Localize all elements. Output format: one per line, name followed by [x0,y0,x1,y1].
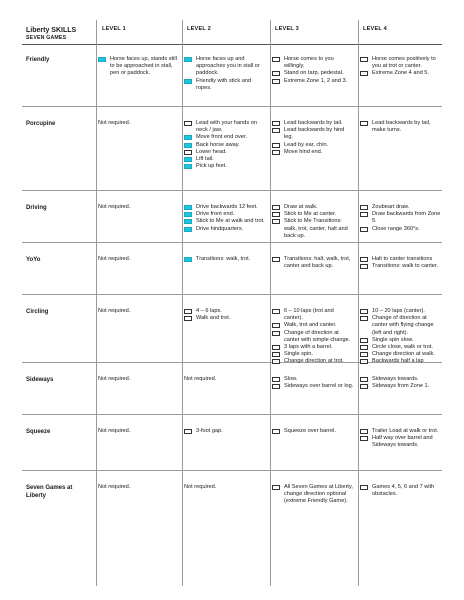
row-divider [22,294,442,295]
skill-item [272,428,354,435]
skill-item [272,218,354,240]
skill-item [360,120,442,134]
level-3-header: LEVEL 3 [275,26,299,32]
row-divider [22,414,442,415]
skill-text: Sideways towards. [372,376,419,382]
skill-item [272,351,354,358]
checkbox-checked-icon[interactable] [184,257,192,262]
checkbox-icon[interactable] [272,212,280,217]
skill-item [184,149,266,156]
skill-item [360,204,442,211]
level-4-header: LEVEL 4 [363,26,387,32]
checkbox-icon[interactable] [272,429,280,434]
skill-item [98,56,178,78]
skill-text: Horse faces up and approaches you in stall or paddock. [196,56,260,77]
skill-text: Slow. [284,376,298,382]
skill-text: 10 – 20 laps (canter). [372,308,425,314]
skill-text: Extreme Zone 4 and 5. [372,70,429,77]
skill-item [272,383,354,390]
row-label: YoYo [26,257,41,263]
checkbox-icon[interactable] [184,429,192,434]
not-required-text: Not required. [98,376,131,382]
skill-text: Close range 360°s. [372,225,420,232]
column-divider [96,20,97,586]
column-divider [358,20,359,586]
skill-item [184,211,266,218]
skill-item [272,330,354,344]
checkbox-checked-icon[interactable] [184,157,192,162]
skill-text: Games 4, 5, 6 and 7 with obstacles. [372,484,435,498]
row-label: Porcupine [26,121,56,127]
skill-item [272,256,354,270]
skill-item [360,435,442,449]
checkbox-icon[interactable] [360,485,368,490]
skill-cell [272,376,354,390]
skill-item [184,56,266,78]
skill-item [184,142,266,149]
skill-text: Friendly with stick and ropes. [196,77,252,91]
skill-cell [360,308,442,366]
checkbox-icon[interactable] [360,205,368,210]
skill-cell [184,428,266,435]
column-divider [270,20,271,586]
skill-text: Walk and trot. [196,315,231,322]
skill-cell [184,56,266,92]
column-divider [182,20,183,586]
skill-text: 3 laps with a barrel. [284,344,333,351]
not-required-text: Not required. [98,256,131,262]
skill-item [272,376,354,383]
skill-item [272,120,354,127]
skill-text: Stick to Me Transitions: walk, trot, canter, halt and back up. [284,218,348,239]
skill-text: 6 – 10 laps (trot and canter). [284,308,334,322]
skill-item [360,358,442,365]
skill-text: Halt to canter transitions [372,256,433,262]
skill-cell [272,56,354,85]
skill-item [184,218,266,225]
skill-item [272,211,354,218]
checkbox-icon[interactable] [272,359,280,364]
skill-text: Pick up feet. [196,163,227,170]
page-subtitle: SEVEN GAMES [26,35,67,41]
skill-cell [272,308,354,366]
checkbox-checked-icon[interactable] [184,143,192,148]
checkbox-icon[interactable] [272,219,280,224]
skill-item [184,156,266,163]
skill-text: Lead backwards by tail. [284,120,343,126]
checkbox-icon[interactable] [360,345,368,350]
checkbox-icon[interactable] [360,71,368,76]
not-required-text: Not required. [98,308,131,314]
checkbox-icon[interactable] [184,150,192,155]
checkbox-checked-icon[interactable] [184,135,192,140]
skill-cell [360,376,442,390]
row-label: Friendly [26,57,50,63]
skill-text: Lower head. [196,148,227,155]
skill-item [360,351,442,358]
level-2-header: LEVEL 2 [187,26,211,32]
skill-text: Lift tail. [196,156,214,163]
skill-text: Extreme Zone 1, 2 and 3. [284,77,348,84]
skill-item [184,163,266,170]
row-label: Seven Games at Liberty [26,485,73,499]
row-divider [22,242,442,243]
skill-text: 3-foot gap. [196,428,223,434]
skill-item [360,337,442,344]
skill-text: Change direction at walk. [372,351,435,358]
skill-item [184,256,266,263]
row-divider [22,470,442,471]
skill-text: All Seven Games at Liberty, change direction optional (extreme Friendly Game). [284,484,353,505]
checkbox-checked-icon[interactable] [184,219,192,224]
checkbox-icon[interactable] [272,377,280,382]
skill-item [272,344,354,351]
skill-cell [360,204,442,233]
checkbox-icon[interactable] [360,384,368,389]
skill-text: Drive front end. [196,211,235,218]
header-rule [22,44,442,45]
skill-cell [184,204,266,233]
checkbox-icon[interactable] [360,257,368,262]
checkbox-checked-icon[interactable] [184,205,192,210]
skill-item [360,484,442,498]
checkbox-icon[interactable] [272,384,280,389]
skill-text: Move front end over. [196,134,247,141]
row-label: Circling [26,309,49,315]
skill-text: Horse faces up, stands still to be approached in stall, pen or paddock. [110,56,177,77]
checkbox-checked-icon[interactable] [184,227,192,232]
skill-item [184,308,266,315]
checkbox-icon[interactable] [272,79,280,84]
skill-cell [272,484,354,506]
skill-cell [360,428,442,450]
checkbox-icon[interactable] [272,128,280,133]
skill-cell [184,308,266,322]
checkbox-checked-icon[interactable] [184,79,192,84]
skill-text: Single spin slow. [372,336,414,343]
skill-cell [272,204,354,240]
skill-text: Backwards half a lap [372,358,424,365]
checkbox-icon[interactable] [272,331,280,336]
checkbox-icon[interactable] [272,150,280,155]
skill-item [272,308,354,322]
skill-text: Zoubeart draw. [372,204,410,210]
not-required-text: Not required. [98,120,131,126]
skill-item [184,226,266,233]
checkbox-icon[interactable] [360,377,368,382]
skill-text: Transitions: halt, walk, trot, canter and back up. [284,256,351,270]
skill-cell [98,56,178,78]
skill-text: Stick to Me at canter. [284,211,337,218]
skill-text: Drive hindquarters. [196,225,244,232]
checkbox-checked-icon[interactable] [184,212,192,217]
skill-item [360,308,442,315]
checkbox-icon[interactable] [272,352,280,357]
skill-text: Trailer Load at walk or trot. [372,428,439,434]
skill-item [360,315,442,337]
skill-cell [360,256,442,270]
skill-text: Draw backwards from Zone 5. [372,211,441,225]
skill-item [360,376,442,383]
skill-text: Sideways from Zone 1. [372,383,430,390]
skill-cell [360,56,442,78]
checkbox-icon[interactable] [360,352,368,357]
checkbox-icon[interactable] [184,309,192,314]
checkbox-icon[interactable] [360,309,368,314]
skill-text: Stick to Me at walk and trot. [196,218,265,225]
skill-item [272,484,354,506]
checkbox-icon[interactable] [272,309,280,314]
skill-text: Drive backwards 12 feet. [196,204,258,210]
skill-item [184,134,266,141]
skill-item [360,256,442,263]
page-title: Liberty SKILLS [26,27,77,34]
checkbox-icon[interactable] [272,323,280,328]
checkbox-icon[interactable] [272,121,280,126]
checkbox-checked-icon[interactable] [184,164,192,169]
skill-text: Draw at walk. [284,204,318,210]
skill-item [184,428,266,435]
checkbox-icon[interactable] [360,264,368,269]
level-1-header: LEVEL 1 [102,26,126,32]
skill-text: Squeeze over barrel. [284,428,336,434]
checkbox-icon[interactable] [360,212,368,217]
skill-item [184,315,266,322]
row-divider [22,106,442,107]
skill-text: Horse comes positively to you at trot or canter. [372,56,436,70]
skill-text: Walk, trot and canter. [284,322,337,329]
checkbox-icon[interactable] [272,345,280,350]
skill-item [184,204,266,211]
checkbox-icon[interactable] [272,57,280,62]
skill-item [184,78,266,92]
skill-text: Half way over barrel and Sideways towards. [372,435,433,449]
skill-text: Lead with your hands on neck / jaw. [196,120,257,134]
skill-item [360,211,442,225]
skill-cell [360,120,442,134]
skill-text: Transitions: walk to canter. [372,263,439,270]
checkbox-icon[interactable] [272,71,280,76]
not-required-text: Not required. [184,484,217,490]
skill-cell [272,120,354,156]
skill-item [272,78,354,85]
checkbox-icon[interactable] [360,227,368,232]
row-label: Sideways [26,377,54,383]
skill-text: Lead backwards by hind leg. [284,127,345,141]
skill-text: Circle close, walk or trot. [372,344,433,351]
skill-item [360,56,442,70]
skill-text: Lead by ear, chin. [284,141,329,148]
skill-item [360,70,442,77]
row-divider [22,190,442,191]
skill-cell [272,256,354,270]
skill-cell [360,484,442,498]
checkbox-icon[interactable] [360,359,368,364]
row-label: Driving [26,205,47,211]
not-required-text: Not required. [98,484,131,490]
checkbox-icon[interactable] [272,485,280,490]
checkbox-icon[interactable] [360,436,368,441]
checkbox-icon[interactable] [360,338,368,343]
checkbox-icon[interactable] [272,257,280,262]
skill-text: Lead backwards by tail, make turns. [372,120,431,134]
checkbox-checked-icon[interactable] [184,57,192,62]
checkbox-icon[interactable] [360,429,368,434]
checkbox-icon[interactable] [360,57,368,62]
not-required-text: Not required. [98,428,131,434]
skill-item [360,383,442,390]
skill-text: Move hind end. [284,148,323,155]
skill-text: Back horse away. [196,141,240,148]
skill-item [360,428,442,435]
checkbox-icon[interactable] [272,205,280,210]
skill-item [184,120,266,134]
skill-item [360,344,442,351]
checkbox-icon[interactable] [184,316,192,321]
skill-text: 4 – 6 laps. [196,308,222,314]
not-required-text: Not required. [98,204,131,210]
skill-text: Change of direction at canter with flying change (left and right). [372,315,434,336]
not-required-text: Not required. [184,376,217,382]
skill-text: Change of direction at canter with simple change. [284,329,351,343]
skill-item [272,358,354,365]
skill-cell [184,256,266,263]
skill-text: Horse comes to you willingly. [284,56,334,70]
checkbox-icon[interactable] [360,121,368,126]
skill-text: Transitions: walk, trot. [196,256,251,262]
skill-text: Stand on tarp, pedestal. [284,70,344,77]
skill-item [272,204,354,211]
skill-item [360,226,442,233]
skill-item [272,127,354,141]
skill-cell [184,120,266,170]
skill-text: Sideways over barrel or log. [284,383,354,390]
checkbox-icon[interactable] [184,121,192,126]
row-label: Squeeze [26,429,51,435]
skill-item [272,70,354,77]
skill-item [272,322,354,329]
skill-text: Single spin. [284,351,313,358]
skill-item [272,142,354,149]
skill-cell [272,428,354,435]
checkbox-checked-icon[interactable] [98,57,106,62]
checkbox-icon[interactable] [360,316,368,321]
checkbox-icon[interactable] [272,143,280,148]
skill-item [272,56,354,70]
skill-text: Change direction at trot. [284,358,344,365]
skill-item [360,263,442,270]
skill-item [272,149,354,156]
